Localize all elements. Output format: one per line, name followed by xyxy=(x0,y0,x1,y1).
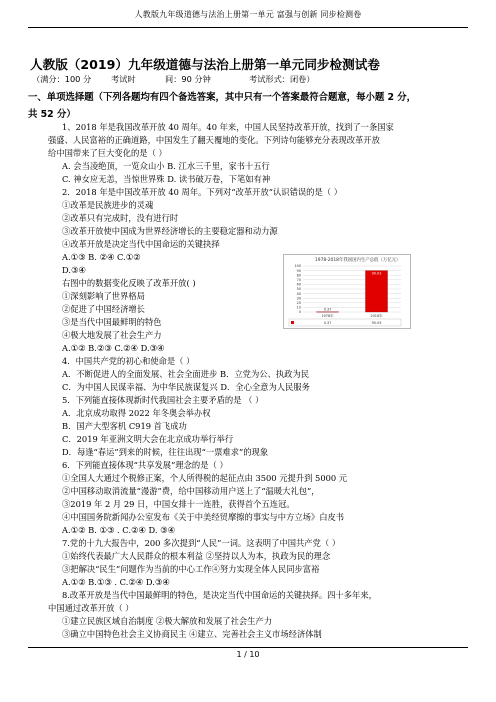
text-line: 1、2018 年是我国改革开放 40 周年。40 年来，中国人民坚持改革开放，找到了一条国家 xyxy=(62,122,394,132)
chart-y-tick-label: 90 xyxy=(296,268,301,273)
text-line: ③把解决“民生”问题作为当前的中心工作④努力实现全体人民同步富裕 xyxy=(62,564,320,574)
section-heading: 一、单项选择题（下列各题均有四个备选答案，其中只有一个答案最符合题意，每小题 2 分， xyxy=(28,92,417,103)
chart-y-tick-label: 20 xyxy=(296,301,301,305)
chart-y-tick-label: 40 xyxy=(296,291,301,296)
text-line: 右图中的数据变化反映了改革开放( ) xyxy=(62,278,196,288)
text-line: 6．下列能直接体现“共享发展”理念的是（ ） xyxy=(62,460,228,470)
text-line: ②改革只有完成时，没有进行时 xyxy=(62,213,179,223)
chart-category-label: 2018年 xyxy=(370,314,383,318)
chart-y-tick-label: 50 xyxy=(296,287,301,292)
text-line: C．为中国人民谋幸福、为中华民族谋复兴 D．全心全意为人民服务 xyxy=(62,382,310,392)
text-line: ③是当代中国最鲜明的特色 xyxy=(62,317,162,327)
text-line: A.①③ B. ②④ C.①② xyxy=(62,252,141,262)
text-line: A．不断促进人的全面发展、社会全面进步 B．立党为公、执政为民 xyxy=(62,369,310,379)
chart-table-cell: 0.37 xyxy=(323,321,332,325)
text-line: ③确立中国特色社会主义协商民主 ④建立、完善社会主义市场经济体制 xyxy=(62,629,322,639)
footer-rule xyxy=(28,647,468,648)
chart-data-table xyxy=(289,319,401,326)
text-line: 5．下列能直接体现新时代我国社会主要矛盾的是 （ ） xyxy=(62,395,264,405)
text-line: ④中国国务院新闻办公室发布《关于中美经贸摩擦的事实与中方立场》白皮书 xyxy=(62,512,345,522)
text-line: ③改革开放使中国成为世界经济增长的主要稳定器和动力源 xyxy=(62,226,278,236)
text-line: 强盛、人民富裕的正确道路，中国发生了翻天覆地的变化。下列诗句能够充分表现改革开放 xyxy=(48,135,380,145)
text-line: 4．中国共产党的初心和使命是（ ） xyxy=(62,356,195,366)
text-line: A.①② B. ①③ . C.②④ D. ③④ xyxy=(62,525,176,535)
text-line: ②促进了中国经济增长 xyxy=(62,304,145,314)
chart-y-tick-label: 60 xyxy=(296,282,301,287)
chart-category-label: 1978年 xyxy=(321,314,334,318)
text-line: A.①② B.②③ C.②④ D.③④ xyxy=(62,343,165,353)
text-line: ③2019 年 2 月 29 日，中国女排十一连胜，获得首个五连冠。 xyxy=(62,499,295,509)
chart-y-tick-label: 80 xyxy=(296,273,301,278)
gdp-bar-chart xyxy=(283,254,411,329)
text-line: 7.党的十九大报告中，200 多次提到“人民”一词。这表明了中国共产党（ ） xyxy=(62,538,341,548)
text-line: C. 神女应无恙，当惊世界殊 D. 读书破万卷，下笔如有神 xyxy=(62,174,271,184)
text-line: ①改革是民族进步的灵魂 xyxy=(62,200,154,210)
exam-form: 考试形式：闭卷） xyxy=(249,74,315,84)
chart-table-row xyxy=(289,319,401,326)
text-line: D.③④ xyxy=(62,265,86,275)
exam-time-label: 考试时 xyxy=(111,74,136,84)
chart-legend-key xyxy=(291,321,294,324)
chart-frame xyxy=(284,255,411,329)
text-line: ①深刻影响了世界格局 xyxy=(62,291,145,301)
header-text: 人教版九年级道德与法治上册第一单元 富强与创新 同步检测卷 xyxy=(134,10,362,19)
chart-data-label: 90.03 xyxy=(371,271,382,276)
text-line: ①始终代表最广大人民群众的根本利益 ②坚持以人为本，执政为民的理念 xyxy=(62,551,331,561)
chart-y-tick-label: 30 xyxy=(296,296,301,301)
chart-bar xyxy=(365,271,387,312)
text-line: 中国通过改革开放（ ） xyxy=(48,603,134,613)
chart-y-tick-label: 0 xyxy=(298,310,301,315)
chart-y-tick-label: 70 xyxy=(296,278,301,282)
text-line: ④极大地发展了社会生产力 xyxy=(62,330,162,340)
document-title: 人教版（2019）九年级道德与法治上册第一单元同步检测试卷 xyxy=(30,57,380,72)
text-line: ④改革开放是决定当代中国命运的关键抉择 xyxy=(62,239,220,249)
exam-score: （满分：100 分 xyxy=(32,74,92,84)
text-line: 给中国带来了巨大变化的是（ ） xyxy=(48,148,167,158)
text-line: A．北京成功取得 2022 年冬奥会举办权 xyxy=(62,408,211,418)
text-line: A.①② B.①③ . C.②④ D.③④ xyxy=(62,577,170,587)
text-line: 2．2018 年是中国改革开放 40 周年。下列对“改革开放”认识错误的是（ ） xyxy=(62,187,343,197)
chart-table-cell: 90.03 xyxy=(371,321,382,325)
text-line: 8.改革开放是当代中国最鲜明的特色，是决定当代中国命运的关键抉择。四十多年来， xyxy=(62,590,377,600)
chart-y-tick-label: 100 xyxy=(294,264,301,269)
text-line: B．国产大型客机 C919 首飞成功 xyxy=(62,421,187,431)
text-line: D．每逢“春运”到来的时候，往往出现“一票难求”的现象 xyxy=(62,447,269,457)
text-line: ①建立民族区域自治制度 ②极大解放和发展了社会生产力 xyxy=(62,616,273,626)
chart-title: 1978-2018年我国国内生产总值（万亿元） xyxy=(315,258,401,263)
page-number: 1 / 10 xyxy=(236,650,260,659)
exam-duration: 间：90 分钟 xyxy=(165,74,211,84)
chart-y-tick-label: 10 xyxy=(296,305,301,310)
page-header xyxy=(0,0,496,30)
section-heading-cont: 共 52 分） xyxy=(28,109,76,120)
text-line: ①全国人大通过个税修正案，个人所得税的起征点由 3500 元提升到 5000 元 xyxy=(62,473,348,483)
chart-data-label: 0.37 xyxy=(323,307,332,312)
text-line: C．2019 年亚洲文明大会在北京成功举行举行 xyxy=(62,434,234,444)
text-line: ②中国移动取消流量“漫游”费，给中国移动用户送上了“温暖大礼包”， xyxy=(62,486,320,496)
text-line: A. 会当凌绝顶，一览众山小 B. 江水三千里，家书十五行 xyxy=(62,161,270,171)
header-rule xyxy=(28,27,468,28)
